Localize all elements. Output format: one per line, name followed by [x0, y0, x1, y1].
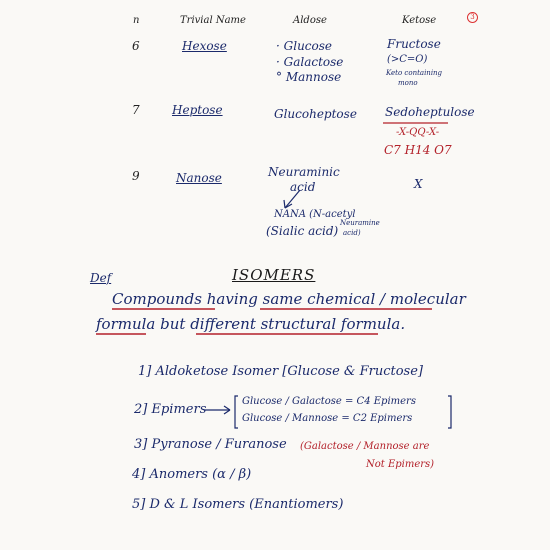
aldose-line: acid: [290, 180, 316, 194]
epimer-line: Glucose / Mannose = C2 Epimers: [242, 413, 413, 424]
row-n: 7: [132, 103, 140, 117]
trivial-name: Nanose: [176, 171, 222, 185]
definition-line-1: Compounds having same chemical / molecular: [112, 290, 466, 308]
header-trivial-name: Trivial Name: [180, 15, 246, 26]
left-bracket: [235, 396, 238, 428]
isomer-item: 5] D & L Isomers (Enantiomers): [132, 497, 344, 512]
isomer-item: 4] Anomers (α / β): [132, 467, 252, 482]
right-bracket: [448, 396, 451, 428]
header-aldose: Aldose: [293, 15, 327, 26]
row-n: 9: [132, 169, 140, 183]
def-label: Def: [90, 271, 112, 285]
isomer-item: 1] Aldoketose Isomer [Glucose & Fructose]: [138, 364, 423, 379]
ketose-absent: X: [414, 177, 423, 191]
ketose-note: (>C=O): [387, 54, 428, 65]
ketose-formula: C7 H14 O7: [384, 143, 452, 157]
page-number-badge: 3: [467, 12, 478, 23]
header-n: n: [133, 15, 140, 26]
down-arrow: [285, 190, 300, 208]
ketose-name: Sedoheptulose: [385, 105, 475, 119]
definition-line-2: formula but different structural formula.: [96, 315, 406, 333]
derivative-alias: (Sialic acid): [266, 224, 339, 238]
ketose-note: Keto containing: [386, 69, 443, 77]
side-note: Neuramine: [340, 219, 380, 227]
epimer-note: (Galactose / Mannose are: [300, 441, 430, 452]
isomer-item: 3] Pyranose / Furanose: [134, 437, 287, 452]
ketose-note: mono: [398, 79, 418, 87]
isomer-item: 2] Epimers: [134, 402, 207, 417]
derivative-name: NANA (N-acetyl: [274, 209, 356, 220]
epimer-line: Glucose / Galactose = C4 Epimers: [242, 396, 416, 407]
side-note: acid): [343, 229, 361, 237]
row-n: 6: [132, 39, 140, 53]
header-ketose: Ketose: [402, 15, 437, 26]
section-title: ISOMERS: [232, 266, 316, 284]
ketose-name: Fructose: [387, 37, 441, 51]
aldose-line: Neuraminic: [268, 165, 340, 179]
aldose-item: · Glucose: [276, 39, 332, 53]
trivial-name: Heptose: [172, 103, 223, 117]
aldose-item: ° Mannose: [276, 70, 342, 84]
trivial-name: Hexose: [182, 39, 227, 53]
aldose-item: · Galactose: [276, 55, 344, 69]
ketose-note: -X-QQ-X-: [396, 127, 440, 138]
aldose-item: Glucoheptose: [274, 107, 357, 121]
epimer-note: Not Epimers): [366, 459, 435, 470]
